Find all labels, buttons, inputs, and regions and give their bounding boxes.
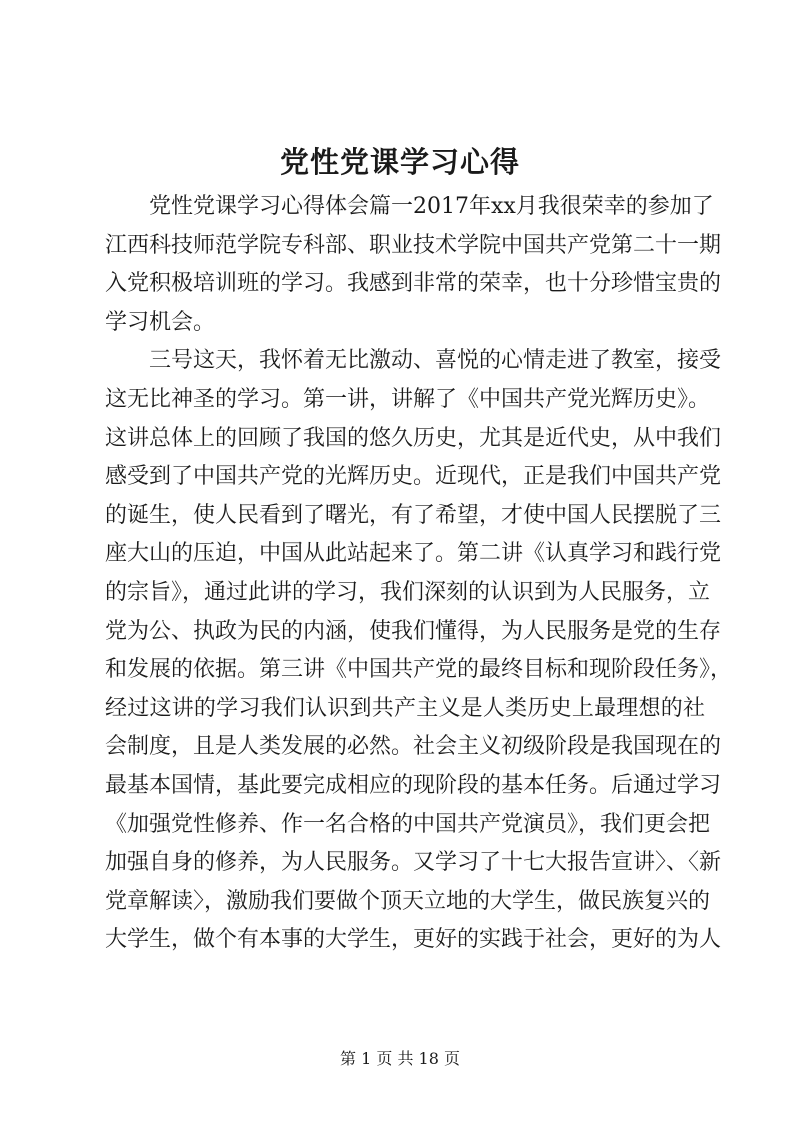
text-line: 会制度，且是人类发展的必然。社会主义初级阶段是我国现在的 — [105, 734, 722, 760]
document-title: 党性党课学习心得 — [279, 145, 520, 179]
text-line: 党性党课学习心得体会篇一2017年xx月我很荣幸的参加了 — [149, 194, 714, 219]
text-line: 最基本国情，基此要完成相应的现阶段的基本任务。后通过学习 — [105, 772, 722, 798]
text-line: 入党积极培训班的学习。我感到非常的荣幸，也十分珍惜宝贵的 — [105, 271, 722, 297]
text-line: 和发展的依据。第三讲《中国共产党的最终目标和现阶段任务》， — [105, 657, 733, 683]
text-line: 感受到了中国共产党的光辉历史。近现代，正是我们中国共产党 — [105, 464, 722, 490]
text-line: 《加强党性修养、作一名合格的中国共产党演员》，我们更会把 — [105, 811, 711, 837]
text-line: 党章解读〉，激励我们要做个顶天立地的大学生，做民族复兴的 — [105, 888, 711, 914]
text-line: 的诞生，使人民看到了曙光，有了希望，才使中国人民摆脱了三 — [105, 502, 722, 528]
text-line: 大学生，做个有本事的大学生，更好的实践于社会，更好的为人 — [105, 927, 722, 953]
text-line: 的宗旨》，通过此讲的学习，我们深刻的认识到为人民服务，立 — [105, 579, 711, 605]
document-body — [105, 188, 733, 960]
text-line: 江西科技师范学院专科部、职业技术学院中国共产党第二十一期 — [105, 232, 722, 258]
text-line: 座大山的压迫，中国从此站起来了。第二讲《认真学习和践行党 — [105, 541, 722, 567]
text-line: 党为公、执政为民的内涵，使我们懂得，为人民服务是党的生存 — [105, 618, 722, 644]
text-line: 经过这讲的学习我们认识到共产主义是人类历史上最理想的社 — [105, 695, 705, 721]
text-line: 学习机会。 — [105, 309, 216, 335]
page-footer: 第 1 页 共 18 页 — [340, 1049, 460, 1068]
text-line: 这无比神圣的学习。第一讲，讲解了《中国共产党光辉历史》。 — [105, 386, 711, 412]
text-line: 三号这天，我怀着无比激动、喜悦的心情走进了教室，接受 — [149, 348, 722, 374]
text-line: 加强自身的修养，为人民服务。又学习了十七大报告宣讲〉、〈新 — [105, 850, 722, 876]
text-line: 这讲总体上的回顾了我国的悠久历史，尤其是近代史，从中我们 — [105, 425, 722, 451]
